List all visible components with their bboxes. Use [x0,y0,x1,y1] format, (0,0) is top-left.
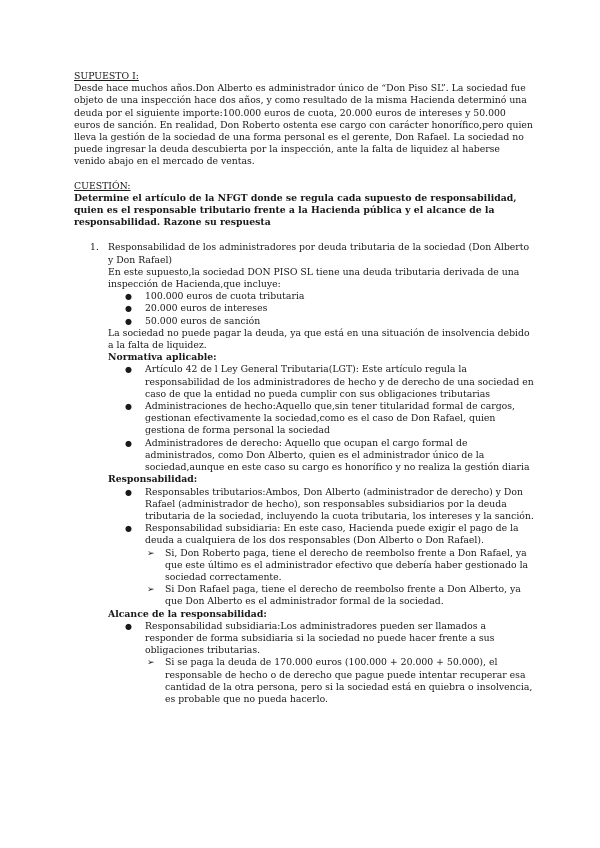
alcance-sub-item-deuda: Si se paga la deuda de 170.000 euros (100.000 + 20.000 + 50.000), el responsable de hecho o de derecho que pague puede intentar recuperar esa cantidad de la otra persona, pero si la sociedad está en quiebra o insolvencia, es probable que no pueda hacerlo. [165,657,533,705]
bullet-icon: ● [125,487,132,497]
alcance-heading: Alcance de la responsabilidad: [108,608,267,620]
list-item [125,291,534,303]
debt-item-cuota: 100.000 euros de cuota tributaria [145,291,305,303]
bullet-icon: ● [125,402,132,412]
document-page [74,71,534,706]
arrow-bullet-icon: ➢ [147,585,155,596]
answer-list [74,242,534,706]
arrow-bullet-icon: ➢ [147,658,155,669]
bullet-icon: ● [125,304,132,314]
list-item [125,620,534,706]
debt-item-sancion: 50.000 euros de sanción [145,315,261,327]
answer-item-1 [74,242,534,706]
normativa-list [108,364,534,474]
list-number: 1. [90,242,99,254]
answer-intro: En este supuesto,la sociedad DON PISO SL tiene una deuda tributaria derivada de una inspección de Hacienda,que incluye: [108,266,520,291]
list-item [125,315,534,328]
answer-conclusion: La sociedad no puede pagar la deuda, ya que está en una situación de insolvencia debido a la falta de liquidez. [108,327,530,352]
list-item [147,584,534,608]
responsabilidad-list [108,487,534,609]
supuesto-text: Desde hace muchos años.Don Alberto es administrador único de “Don Piso SL”. La sociedad fue objeto de una inspección hace dos años, y como resultado de la misma Hacienda determinó una deuda por el siguiente importe:100.000 euros de cuota, 20.000 euros de intereses y 50.000 euros de sanción. En realidad, Don Roberto ostenta ese cargo con carácter honorífico,pero quien lleva la gestión de la sociedad de una forma personal es el gerente, Don Rafael. La sociedad no puede ingresar la deuda descubierta por la inspección, ante la falta de liquidez al haberse venido abajo en el mercado de ventas. [74,83,533,168]
responsabilidad-item-subsidiaria: Responsabilidad subsidiaria: En este caso, Hacienda puede exigir el pago de la deuda a cualquiera de los dos responsables (Don Alberto o Don Rafael). [145,523,519,547]
bullet-icon: ● [125,621,132,631]
bullet-icon: ● [125,524,132,534]
cuestion-question: Determine el artículo de la NFGT donde se regula cada supuesto de responsabilidad, quien es el responsable tributario frente a la Hacienda pública y el alcance de la responsabilidad. Razone su respuesta [74,192,517,229]
alcance-list [108,621,534,706]
alcance-sub-list [145,657,534,706]
supuesto-heading: SUPUESTO I: [74,71,139,82]
responsabilidad-heading: Responsabilidad: [108,474,198,486]
reembolso-item-rafael: Si Don Rafael paga, tiene el derecho de reembolso frente a Don Alberto, ya que Don Alberto es el administrador formal de la sociedad. [165,584,521,608]
normativa-heading: Normativa aplicable: [108,352,217,364]
list-item [125,303,534,315]
list-item [125,523,534,608]
bullet-icon: ● [125,316,132,326]
list-item [147,547,534,585]
list-item [147,657,534,706]
reembolso-list [145,548,534,609]
list-item [125,437,534,475]
normativa-item-hecho: Administraciones de hecho:Aquello que,sin tener titularidad formal de cargos, gestionan efectivamente la sociedad,como es el caso de Don Rafael, quien gestiona de forma personal la sociedad [145,401,516,437]
list-item [125,364,534,401]
responsabilidad-item-tributarios: Responsables tributarios:Ambos, Don Alberto (administrador de derecho) y Don Rafael (administrador de hecho), son responsables subsidiarios por la deuda tributaria de la sociedad, incluyendo la cuota tributaria, los intereses y la sanción. [145,486,534,522]
reembolso-item-roberto: Si, Don Roberto paga, tiene el derecho de reembolso frente a Don Rafael, ya que este último es el administrador efectivo que debería haber gestionado la sociedad correctamente. [165,547,529,583]
normativa-item-derecho: Administradores de derecho: Aquello que ocupan el cargo formal de administrados, como Don Alberto, quien es el administrador único de la sociedad,aunque en este caso su cargo es honorífico y no realiza la gestión diaria [145,437,530,474]
debt-list [108,291,534,328]
bullet-icon: ● [125,365,132,375]
alcance-item-subsidiaria: Responsabilidad subsidiaria:Los administradores pueden ser llamados a responder de forma subsidiaria si la sociedad no puede hacer frente a sus obligaciones tributarias. [145,620,495,657]
list-item [125,401,534,438]
normativa-item-lgt: Artículo 42 de l Ley General Tributaria(LGT): Este artículo regula la responsabilidad de los administradores de hecho y de derecho de una sociedad en caso de que la entidad no pueda cumplir con sus obligaciones tributarias [145,364,534,400]
spacer [74,169,534,181]
bullet-icon: ● [125,292,132,302]
arrow-bullet-icon: ➢ [147,548,155,559]
cuestion-heading: CUESTIÓN: [74,180,131,192]
bullet-icon: ● [125,438,132,448]
answer-title: Responsabilidad de los administradores por deuda tributaria de la sociedad (Don Alberto y Don Rafael) [108,242,530,266]
list-item [125,486,534,524]
debt-item-intereses: 20.000 euros de intereses [145,303,268,315]
